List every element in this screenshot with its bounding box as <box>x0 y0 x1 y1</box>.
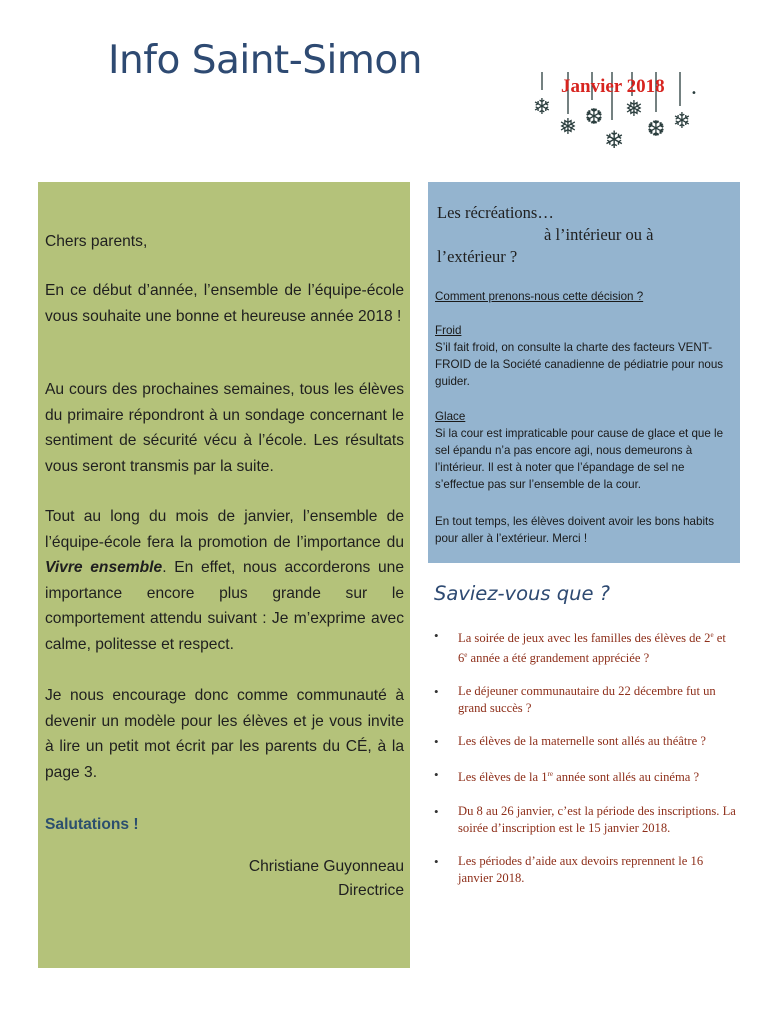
letter-paragraph-3: Tout au long du mois de janvier, l’ensemble de l’équipe-école fera la promotion de l’importance du Vivre ensemble. En effet, nous accorderons une importance encore plus grande sur le comportement attendu suivant : Je m’exprime avec calme, politesse et respect. <box>45 508 404 653</box>
vivre-ensemble-emphasis: Vivre ensemble <box>45 559 163 576</box>
recess-cold-section <box>435 322 735 390</box>
did-you-know-list <box>432 627 737 887</box>
ice-text: Si la cour est impraticable pour cause de glace et que le sel épandu n’a pas encore agi, nous demeurons à l’intérieur. Il est à noter que l’épandage de sel ne s’effectue pas sur l’ensemble de la cour. <box>435 427 724 491</box>
svg-text:❆: ❆ <box>584 105 604 130</box>
letter-greeting: Chers parents, <box>45 233 148 250</box>
svg-text:❄: ❄ <box>672 109 692 134</box>
recess-question: Comment prenons-nous cette décision ? <box>435 290 644 303</box>
list-item: • Le déjeuner communautaire du 22 décembre fut un grand succès ? <box>432 683 737 717</box>
cold-text: S’il fait froid, on consulte la charte des facteurs VENT-FROID de la Société canadienne de pédiatrie pour nous guider. <box>435 341 724 388</box>
ice-heading: Glace <box>435 410 466 423</box>
did-you-know-title: Saviez-vous que ? <box>434 582 611 605</box>
list-item: • Les périodes d’aide aux devoirs reprennent le 16 janvier 2018. <box>432 853 737 887</box>
principal-letter-panel <box>38 182 410 968</box>
recess-title: Les récréations… à l’intérieur ou à l’extérieur ? <box>437 203 654 266</box>
svg-text:❆: ❆ <box>646 117 666 142</box>
recess-info-panel <box>428 182 740 563</box>
svg-text:❅: ❅ <box>558 115 578 140</box>
svg-text:•: • <box>691 88 697 99</box>
letter-salutation: Salutations ! <box>45 816 139 833</box>
letter-signature <box>45 855 404 903</box>
svg-text:❄: ❄ <box>603 126 625 152</box>
signature-name: Christiane Guyonneau <box>248 858 404 875</box>
list-item: • La soirée de jeux avec les familles des élèves de 2e et 6e année a été grandement appréciée ? <box>432 627 737 667</box>
list-item: • Les élèves de la maternelle sont allés au théâtre ? <box>432 733 737 750</box>
cold-heading: Froid <box>435 324 462 337</box>
letter-paragraph-2: Au cours des prochaines semaines, tous les élèves du primaire répondront à un sondage concernant le sentiment de sécurité vécu à l’école. Les résultats vous seront transmis par la suite. <box>45 381 404 475</box>
issue-date: Janvier 2018 <box>561 76 665 97</box>
letter-paragraph-1: En ce début d’année, l’ensemble de l’équipe-école vous souhaite une bonne et heureuse année 2018 ! <box>45 282 404 325</box>
list-item: • Du 8 au 26 janvier, c’est la période des inscriptions. La soirée d’inscription est le 15 janvier 2018. <box>432 803 737 837</box>
list-item: • Les élèves de la 1re année sont allés au cinéma ? <box>432 766 737 786</box>
letter-paragraph-4: Je nous encourage donc comme communauté à devenir un modèle pour les élèves et je vous invite à lire un petit mot écrit par les parents du CÉ, à la page 3. <box>45 687 404 781</box>
svg-text:❅: ❅ <box>624 97 644 122</box>
newsletter-title: Info Saint-Simon <box>108 38 422 83</box>
signature-role: Directrice <box>338 882 404 899</box>
recess-ice-section <box>435 408 735 493</box>
recess-always-note: En tout temps, les élèves doivent avoir les bons habits pour aller à l’extérieur. Merci ! <box>435 515 715 545</box>
svg-text:❄: ❄ <box>532 95 552 120</box>
